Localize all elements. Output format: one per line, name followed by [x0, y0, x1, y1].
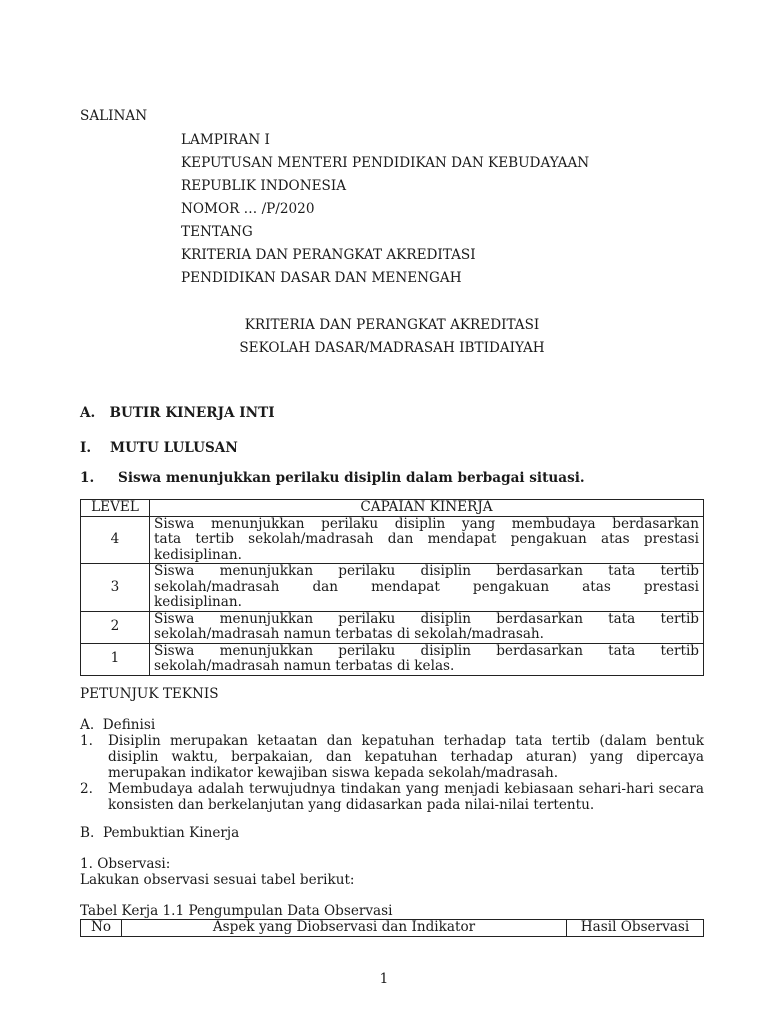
table-row [81, 611, 704, 643]
level-table-header [81, 500, 704, 517]
observation-table-header [81, 920, 704, 937]
column-header: No [81, 920, 122, 937]
list-item [80, 733, 704, 781]
list-text: Membudaya adalah terwujudnya tindakan yang menjadi kebiasaan sehari-hari secara konsisten dan berkelanjutan yang didasarkan pada nilai-nilai tertentu. [108, 781, 704, 813]
cell-line: kedisiplinan. [154, 594, 242, 610]
cell-line: tata tertib sekolah/madrasah dan mendapat pengakuan atas prestasi [154, 531, 699, 547]
column-header: Aspek yang Diobservasi dan Indikator [122, 920, 567, 937]
cell-line: sekolah/madrasah namun terbatas di kelas. [154, 658, 455, 674]
header-line: TENTANG [181, 224, 253, 240]
petunjuk-heading: PETUNJUK TEKNIS [80, 686, 219, 702]
cell-line: Siswa menunjukkan perilaku disiplin berdasarkan tata tertib [154, 642, 699, 659]
table-row [81, 643, 704, 675]
header-line: KEPUTUSAN MENTERI PENDIDIKAN DAN KEBUDAYAAN [181, 155, 590, 171]
list-number: 1. [80, 733, 93, 749]
salinan-label: SALINAN [80, 108, 148, 124]
definition-list [80, 733, 704, 813]
cell-line: sekolah/madrasah namun terbatas di sekolah/madrasah. [154, 626, 544, 642]
document-title-line: KRITERIA DAN PERANGKAT AKREDITASI [244, 317, 540, 333]
item-title: Siswa menunjukkan perilaku disiplin dalam berbagai situasi. [118, 470, 585, 486]
level-cell: 4 [81, 516, 150, 564]
column-header: Hasil Observasi [567, 920, 704, 937]
column-header: CAPAIAN KINERJA [150, 500, 704, 517]
cell-line: Siswa menunjukkan perilaku disiplin berdasarkan tata tertib [154, 563, 699, 579]
observasi-instruction: Lakukan observasi sesuai tabel berikut: [80, 872, 355, 888]
header-line: NOMOR … /P/2020 [181, 201, 315, 217]
document-title-line: SEKOLAH DASAR/MADRASAH IBTIDAIYAH [239, 340, 545, 356]
column-header: LEVEL [81, 500, 150, 517]
achievement-cell [150, 611, 704, 643]
observation-table [80, 919, 704, 937]
pembuktian-heading: B. Pembuktian Kinerja [80, 825, 240, 841]
table-row [81, 516, 704, 564]
list-text: Disiplin merupakan ketaatan dan kepatuhan terhadap tata tertib (dalam bentuk disiplin waktu, berpakaian, dan kepatuhan terhadap aturan) yang dipercaya merupakan indikator kewajiban siswa kepada sekolah/madrasah. [108, 733, 704, 781]
header-line: PENDIDIKAN DASAR DAN MENENGAH [181, 270, 462, 286]
cell-line: Siswa menunjukkan perilaku disiplin berdasarkan tata tertib [154, 610, 699, 627]
item-number: 1. [80, 470, 95, 486]
table-row [81, 564, 704, 612]
table-caption: Tabel Kerja 1.1 Pengumpulan Data Observasi [80, 903, 393, 919]
section-heading: I. MUTU LULUSAN [80, 440, 238, 456]
level-cell: 3 [81, 564, 150, 612]
level-cell: 1 [81, 643, 150, 675]
page-number: 1 [379, 971, 389, 987]
level-table [80, 499, 704, 676]
section-heading: A. BUTIR KINERJA INTI [80, 405, 275, 421]
level-cell: 2 [81, 611, 150, 643]
cell-line: kedisiplinan. [154, 546, 242, 563]
achievement-cell [150, 643, 704, 675]
observasi-heading: 1. Observasi: [80, 856, 171, 872]
achievement-cell [150, 564, 704, 612]
achievement-cell [150, 516, 704, 564]
list-item [80, 781, 704, 813]
cell-line: Siswa menunjukkan perilaku disiplin yang membudaya berdasarkan [154, 515, 699, 532]
lampiran-label: LAMPIRAN I [181, 132, 270, 148]
header-line: KRITERIA DAN PERANGKAT AKREDITASI [181, 247, 476, 263]
definisi-heading: A. Definisi [80, 717, 156, 733]
list-number: 2. [80, 781, 93, 797]
header-line: REPUBLIK INDONESIA [181, 178, 347, 194]
cell-line: sekolah/madrasah dan mendapat pengakuan atas prestasi [154, 578, 699, 595]
